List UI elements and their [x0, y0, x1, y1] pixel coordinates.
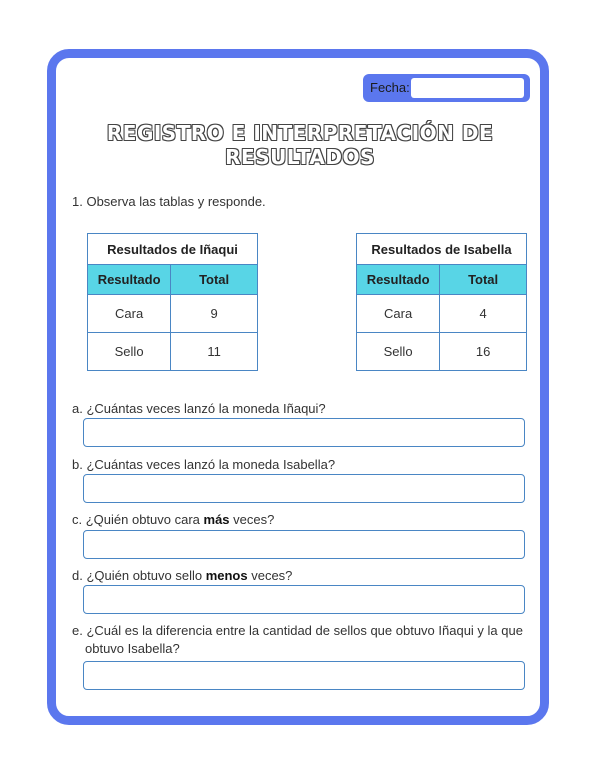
question-e: [72, 622, 525, 658]
question-text: a. ¿Cuántas veces lanzó la moneda Iñaqui?: [72, 401, 326, 416]
instruction: 1. Observa las tablas y responde.: [72, 194, 266, 209]
answer-field-b[interactable]: [83, 474, 525, 503]
table-cell-result: Cara: [357, 295, 440, 333]
date-label: Fecha:: [370, 80, 410, 95]
table-row: [88, 333, 258, 371]
results-table-inaqui: [87, 233, 258, 371]
column-header-result: Resultado: [357, 265, 440, 295]
table-cell-total: 9: [171, 295, 258, 333]
question-a: [72, 400, 326, 418]
table-caption: Resultados de Iñaqui: [88, 234, 258, 265]
page-title-line-1: REGISTRO E INTERPRETACIÓN DE: [106, 121, 494, 145]
question-text: c. ¿Quién obtuvo cara: [72, 512, 204, 527]
date-box: [363, 74, 530, 102]
question-b: [72, 456, 335, 474]
table-cell-total: 16: [440, 333, 527, 371]
column-header-total: Total: [171, 265, 258, 295]
question-emphasis: menos: [205, 568, 248, 583]
answer-field-c[interactable]: [83, 530, 525, 559]
table-cell-total: 4: [440, 295, 527, 333]
column-header-result: Resultado: [88, 265, 171, 295]
table-cell-result: Sello: [88, 333, 171, 371]
table-row: [357, 295, 527, 333]
answer-field-e[interactable]: [83, 661, 525, 690]
results-table-isabella: [356, 233, 527, 371]
question-emphasis: más: [203, 512, 230, 527]
question-text-end: veces?: [229, 512, 275, 527]
question-c: [72, 511, 274, 529]
table-row: [88, 295, 258, 333]
question-d: [72, 567, 292, 585]
question-text-end: veces?: [247, 568, 293, 583]
question-text: d. ¿Quién obtuvo sello: [72, 568, 206, 583]
answer-field-a[interactable]: [83, 418, 525, 447]
table-cell-total: 11: [171, 333, 258, 371]
table-cell-result: Sello: [357, 333, 440, 371]
question-text: e. ¿Cuál es la diferencia entre la cantidad de sellos que obtuvo Iñaqui y la que: [72, 623, 523, 638]
date-input[interactable]: [411, 78, 524, 98]
question-text-end: obtuvo Isabella?: [85, 641, 180, 656]
column-header-total: Total: [440, 265, 527, 295]
question-text: b. ¿Cuántas veces lanzó la moneda Isabella?: [72, 457, 336, 472]
table-caption: Resultados de Isabella: [357, 234, 527, 265]
page-title-line-2: RESULTADOS: [225, 145, 375, 169]
answer-field-d[interactable]: [83, 585, 525, 614]
table-row: [357, 333, 527, 371]
table-cell-result: Cara: [88, 295, 171, 333]
